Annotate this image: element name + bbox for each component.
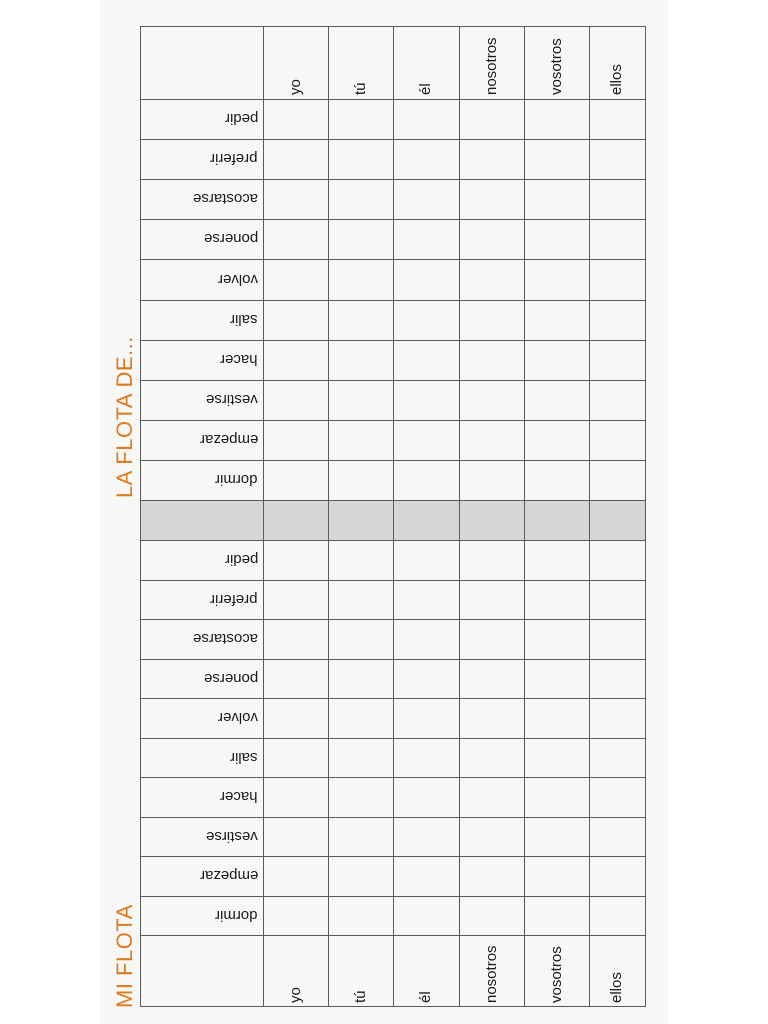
pronoun-header-bottom: tú xyxy=(351,990,369,1003)
verb-label-bottom: vestirse xyxy=(206,827,258,845)
grid-vline xyxy=(393,26,394,1006)
grid-vline xyxy=(459,26,460,1006)
verb-label-top: dormir xyxy=(215,471,258,488)
pronoun-header-top: él xyxy=(417,83,434,95)
pronoun-header-bottom: ellos xyxy=(608,972,625,1003)
pronoun-header-bottom: nosotros xyxy=(482,945,500,1003)
pronoun-header-bottom: él xyxy=(417,991,434,1003)
grid-vline xyxy=(645,26,646,1006)
verb-label-top: salir xyxy=(230,311,258,328)
verb-label-bottom: volver xyxy=(218,709,259,726)
pronoun-header-top: vosotros xyxy=(547,38,565,95)
verb-label-bottom: salir xyxy=(230,748,258,766)
verb-label-top: empezar xyxy=(200,431,259,448)
grid-vline xyxy=(140,26,141,1006)
pronoun-header-bottom: yo xyxy=(286,987,304,1003)
verb-label-bottom: empezar xyxy=(200,867,259,884)
verb-label-top: acostarse xyxy=(193,190,259,207)
pronoun-header-bottom: vosotros xyxy=(547,946,565,1003)
grid-hline xyxy=(140,1006,646,1007)
verb-label-bottom: pedir xyxy=(225,551,259,568)
grid-vline xyxy=(263,26,264,1006)
pronoun-header-top: ellos xyxy=(608,64,625,95)
verb-label-top: preferir xyxy=(210,150,258,167)
verb-label-bottom: acostarse xyxy=(193,630,259,647)
grid-vline xyxy=(328,26,329,1006)
verb-label-bottom: ponerse xyxy=(204,669,259,687)
pronoun-header-top: tú xyxy=(351,82,369,95)
grid-vline xyxy=(589,26,590,1006)
verb-label-top: pedir xyxy=(225,110,259,127)
verb-label-top: hacer xyxy=(220,351,258,368)
pronoun-header-top: nosotros xyxy=(482,37,500,95)
verb-label-bottom: hacer xyxy=(220,788,258,805)
verb-label-bottom: dormir xyxy=(215,906,258,924)
verb-label-bottom: preferir xyxy=(210,590,258,608)
title-la-flota-de: LA FLOTA DE... xyxy=(112,336,137,498)
grid-vline xyxy=(524,26,525,1006)
verb-label-top: vestirse xyxy=(206,391,258,408)
verb-label-top: volver xyxy=(218,270,259,288)
verb-label-top: ponerse xyxy=(204,230,259,247)
title-mi-flota: MI FLOTA xyxy=(112,904,137,1008)
pronoun-header-top: yo xyxy=(286,79,304,95)
